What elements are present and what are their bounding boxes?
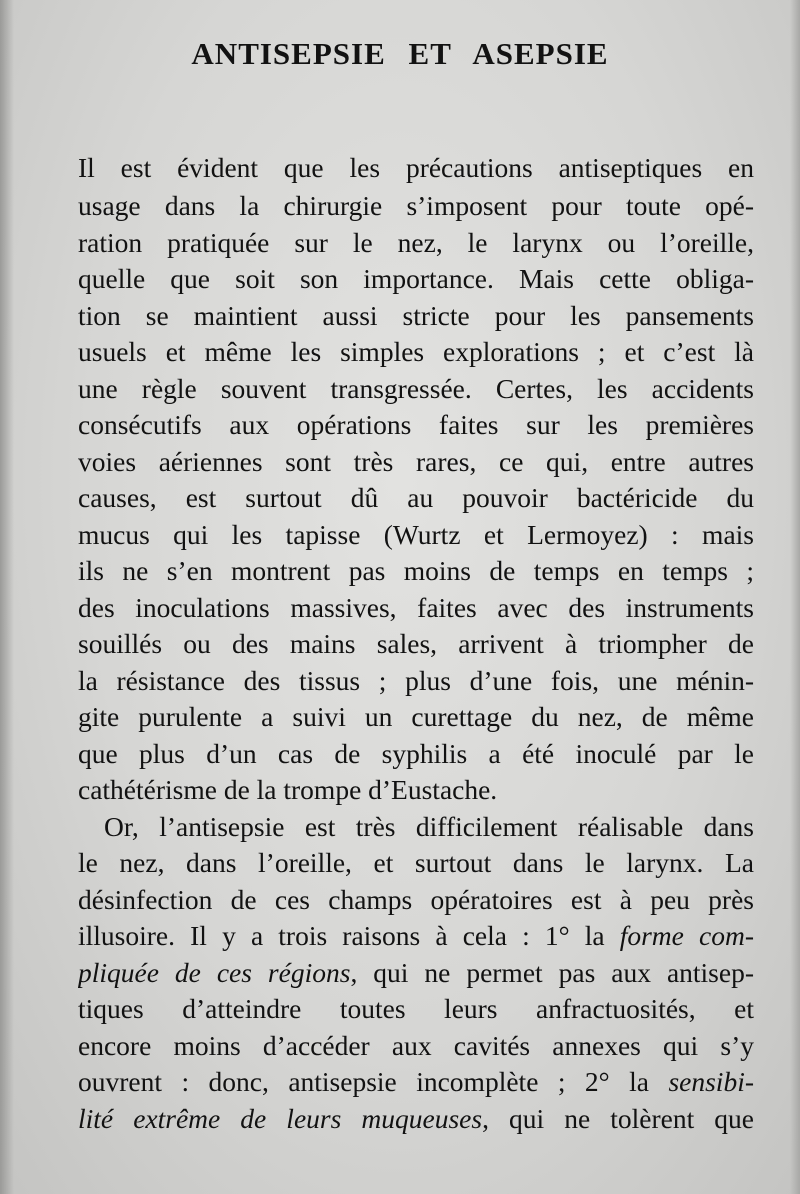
text-line: usuels et même les simples explorations ; et c’est là bbox=[78, 336, 754, 367]
page-right-edge-shadow bbox=[790, 0, 800, 1194]
text-line: une règle souvent transgressée. Certes, les accidents bbox=[78, 373, 754, 404]
text-line: consécutifs aux opérations faites sur les premières bbox=[78, 409, 754, 440]
text-line bbox=[78, 919, 754, 953]
text-line: ils ne s’en montrent pas moins de temps en temps ; bbox=[78, 555, 754, 586]
text-line: tiques d’atteindre toutes leurs anfractuosités, et bbox=[78, 993, 754, 1024]
text-line bbox=[78, 956, 754, 990]
page-title: ANTISEPSIE ET ASEPSIE bbox=[191, 36, 609, 71]
italic-text-run: lité extrême de leurs muqueuses bbox=[78, 1103, 483, 1134]
text-run: , qui ne tolèrent que bbox=[482, 1103, 754, 1134]
text-line: Il est évident que les précautions antiseptiques en bbox=[78, 152, 754, 183]
italic-text-run: pliquée de ces régions bbox=[78, 957, 351, 988]
page-left-edge-shadow bbox=[0, 0, 14, 1194]
text-line: quelle que soit son importance. Mais cette obliga- bbox=[78, 263, 754, 294]
text-run: , qui ne permet pas aux antisep- bbox=[350, 957, 754, 988]
text-line: voies aériennes sont très rares, ce qui, entre autres bbox=[78, 446, 754, 477]
text-line: mucus qui les tapisse (Wurtz et Lermoyez) : mais bbox=[78, 519, 754, 550]
text-line: gite purulente a suivi un curettage du nez, de même bbox=[78, 701, 754, 732]
text-line: souillés ou des mains sales, arrivent à triompher de bbox=[78, 628, 754, 659]
text-line: Or, l’antisepsie est très difficilement réalisable dans bbox=[104, 811, 754, 842]
text-line: la résistance des tissus ; plus d’une fois, une ménin- bbox=[78, 665, 754, 696]
italic-text-run: sensibi- bbox=[668, 1066, 754, 1097]
text-line: désinfection de ces champs opératoires est à peu près bbox=[78, 884, 754, 915]
text-line bbox=[78, 1065, 754, 1099]
text-line: le nez, dans l’oreille, et surtout dans le larynx. La bbox=[78, 847, 754, 878]
text-line bbox=[78, 1102, 754, 1136]
text-line: usage dans la chirurgie s’imposent pour toute opé- bbox=[78, 190, 754, 221]
italic-text-run: forme com- bbox=[619, 920, 754, 951]
text-line: que plus d’un cas de syphilis a été inoculé par le bbox=[78, 738, 754, 769]
text-run: illusoire. Il y a trois raisons à cela : 1° la bbox=[78, 920, 620, 951]
text-run: ouvrent : donc, antisepsie incomplète ; 2° la bbox=[78, 1066, 669, 1097]
text-line: des inoculations massives, faites avec des instruments bbox=[78, 592, 754, 623]
text-line: causes, est surtout dû au pouvoir bactéricide du bbox=[78, 482, 754, 513]
text-line: ration pratiquée sur le nez, le larynx ou l’oreille, bbox=[78, 227, 754, 258]
text-line: tion se maintient aussi stricte pour les pansements bbox=[78, 300, 754, 331]
text-line: encore moins d’accéder aux cavités annexes qui s’y bbox=[78, 1030, 754, 1061]
text-line: cathétérisme de la trompe d’Eustache. bbox=[78, 774, 498, 805]
